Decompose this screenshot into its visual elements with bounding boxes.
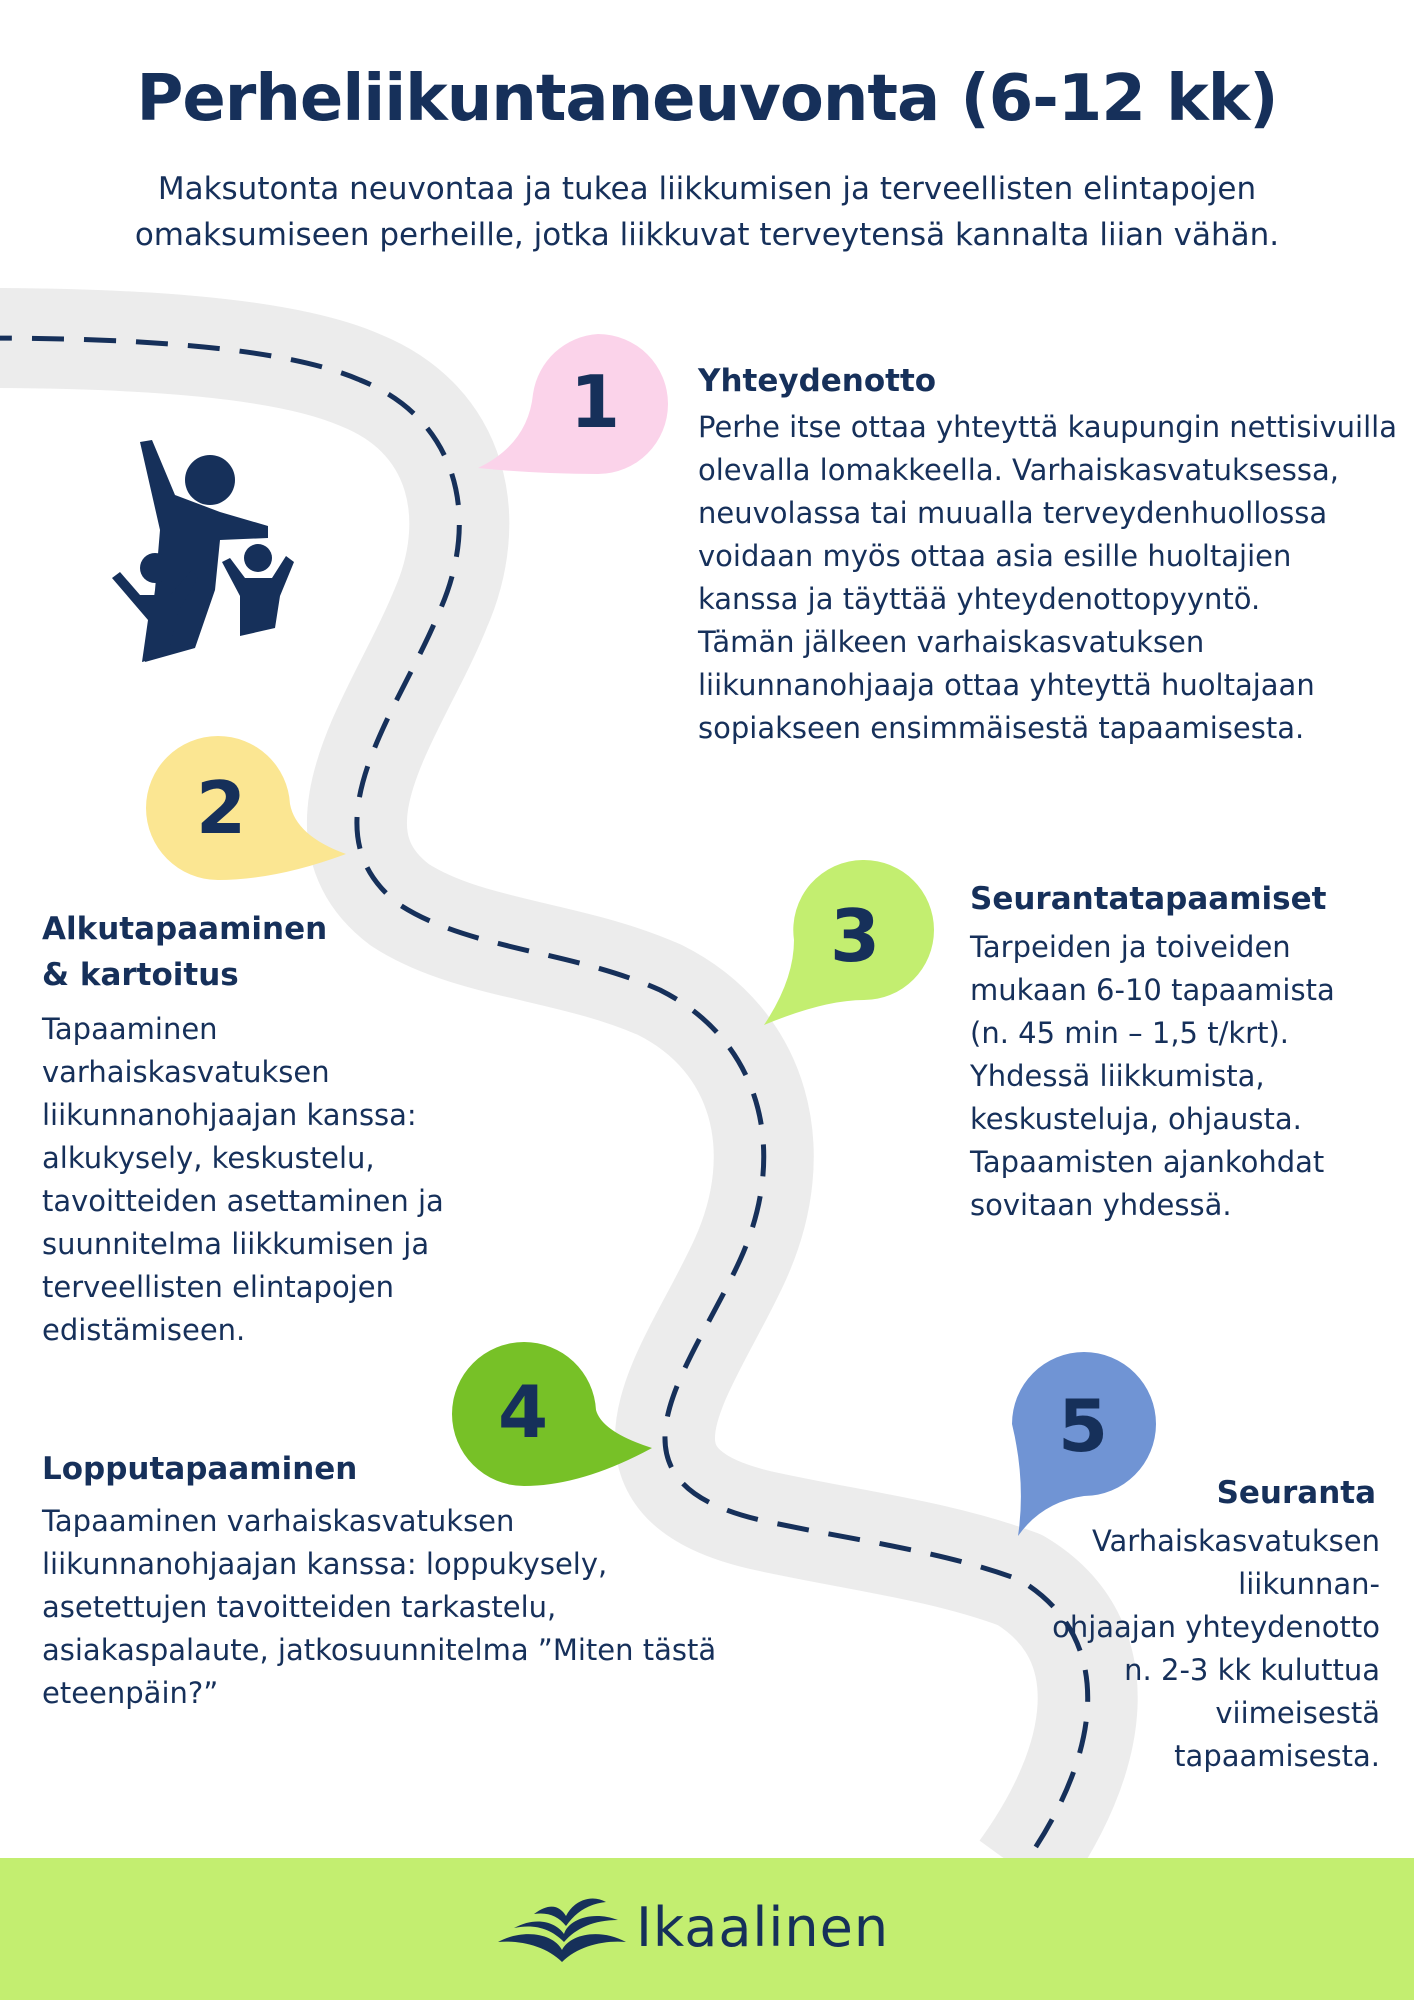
page-subtitle: Maksutonta neuvontaa ja tukea liikkumisen ja terveellisten elintapojen omaksumiseen perheille, jotka liikkuvat terveytensä kannalta liian vähän. — [134, 171, 1280, 253]
step-1-title: Yhteydenotto — [698, 363, 937, 399]
step-1-number: 1 — [569, 360, 621, 444]
step-5-number: 5 — [1057, 1384, 1109, 1468]
step-2-title: Alkutapaaminen & kartoitus — [42, 911, 328, 993]
step-4-title: Lopputapaaminen — [42, 1451, 358, 1487]
step-5-text: Varhaiskasvatuksen liikunnan- ohjaajan yhteydenotto n. 2-3 kk kuluttua viimeisestä tapaamisesta. — [1052, 1524, 1380, 1773]
step-2-number: 2 — [195, 766, 247, 850]
step-2-text: Tapaaminen varhaiskasvatuksen liikunnanohjaajan kanssa: alkukysely, keskustelu, tavoitteiden asettaminen ja suunnitelma liikkumisen ja terveellisten elintapojen edistämiseen. — [42, 1012, 444, 1347]
step-3-number: 3 — [829, 894, 881, 978]
step-4-text: Tapaaminen varhaiskasvatuksen liikunnanohjaajan kanssa: loppukysely, asetettujen tavoitteiden tarkastelu, asiakaspalaute, jatkosuunnitelma ”Miten tästä eteenpäin?” — [42, 1504, 717, 1710]
family-icon — [100, 440, 300, 670]
page-title: Perheliikuntaneuvonta (6-12 kk) — [136, 62, 1278, 136]
footer-brand: Ikaalinen — [636, 1896, 890, 1959]
step-3-text: Tarpeiden ja toiveiden mukaan 6-10 tapaamista (n. 45 min – 1,5 t/krt). Yhdessä liikkumista, keskusteluja, ohjausta. Tapaamisten ajankohdat sovitaan yhdessä. — [970, 930, 1335, 1222]
ikaalinen-logo-icon — [494, 1888, 630, 1968]
step-1-text: Perhe itse ottaa yhteyttä kaupungin nettisivuilla olevalla lomakkeella. Varhaiskasvatuksessa, neuvolassa tai muualla terveydenhuollossa voidaan myös ottaa asia esille huoltajien kanssa ja täyttää yhteydenottopyyntö. Tämän jälkeen varhaiskasvatuksen liikunnanohjaaja ottaa yhteyttä huoltajaan sopiakseen ensimmäisestä tapaamisesta. — [698, 410, 1397, 745]
step-5-title: Seuranta — [1216, 1475, 1376, 1511]
step-4-number: 4 — [497, 1370, 549, 1454]
step-3-title: Seurantatapaamiset — [970, 881, 1327, 917]
